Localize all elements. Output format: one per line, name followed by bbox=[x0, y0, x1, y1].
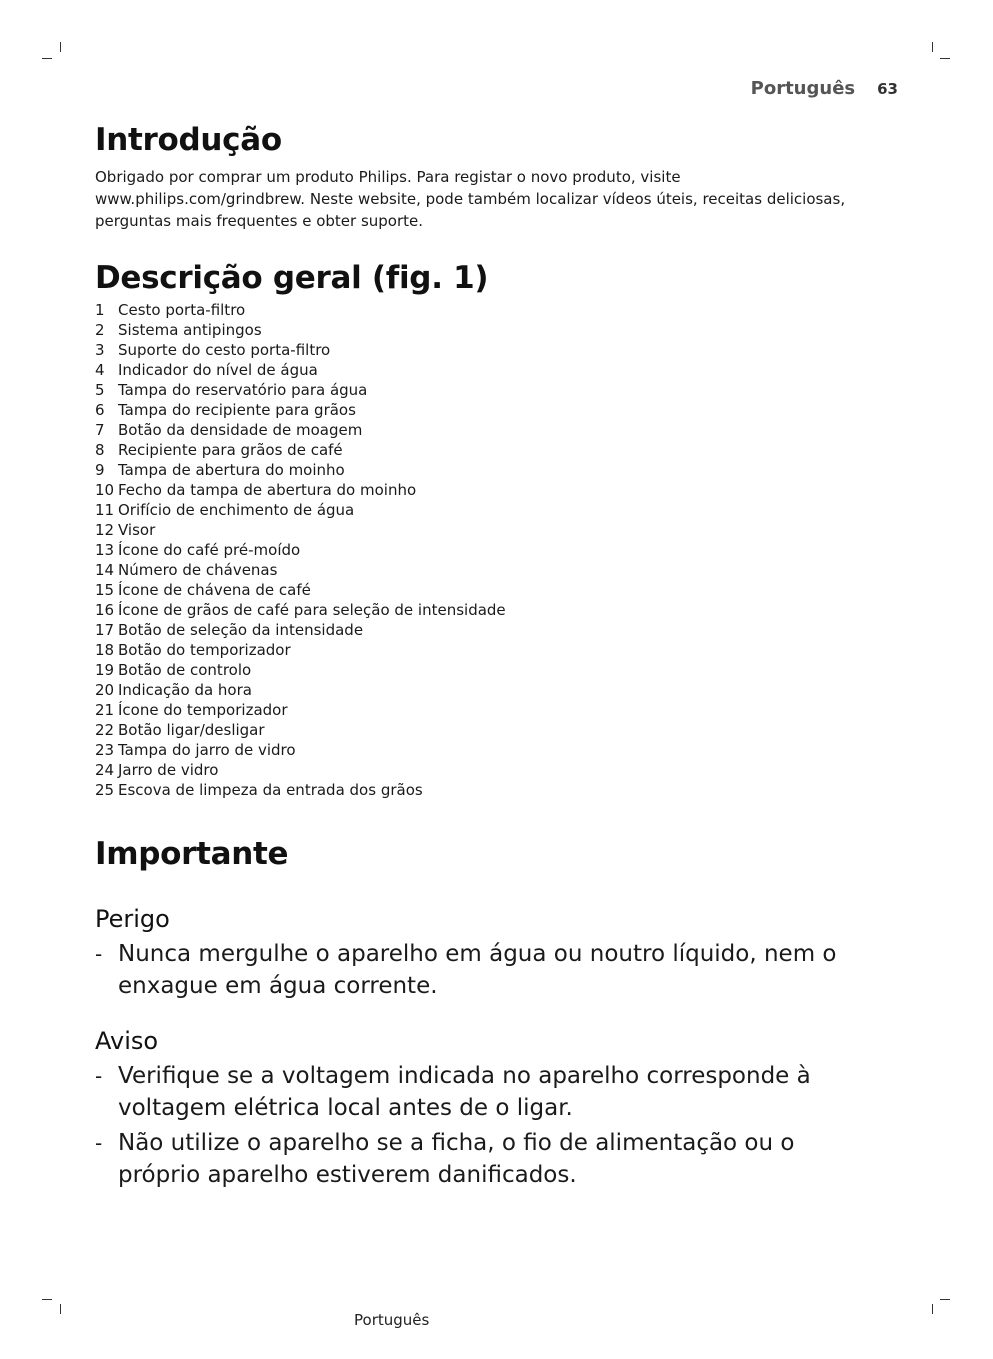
list-item bbox=[95, 580, 895, 600]
list-item bbox=[95, 320, 895, 340]
list-item-label: Ícone de grãos de café para seleção de intensidade bbox=[118, 601, 506, 619]
crop-mark bbox=[932, 1304, 933, 1314]
list-item-label: Botão da densidade de moagem bbox=[118, 421, 363, 439]
list-item-number: 12 bbox=[95, 521, 115, 539]
bullet-item bbox=[95, 938, 895, 1002]
bullet-text: Não utilize o aparelho se a ficha, o fio de alimentação ou o próprio aparelho estiverem danificados. bbox=[118, 1130, 795, 1188]
list-item-number: 23 bbox=[95, 741, 115, 759]
list-item-number: 2 bbox=[95, 321, 105, 339]
list-item-label: Botão de controlo bbox=[118, 661, 252, 679]
list-item-number: 11 bbox=[95, 501, 115, 519]
important-title: Importante bbox=[95, 836, 289, 872]
intro-title: Introdução bbox=[95, 122, 282, 158]
list-item bbox=[95, 300, 895, 320]
list-item-label: Jarro de vidro bbox=[118, 761, 219, 779]
crop-mark bbox=[940, 1299, 950, 1300]
danger-title: Perigo bbox=[95, 905, 170, 933]
bullet-item bbox=[95, 1060, 895, 1124]
warning-bullets bbox=[95, 1060, 895, 1191]
list-item-number: 18 bbox=[95, 641, 115, 659]
list-item-label: Ícone do café pré-moído bbox=[118, 541, 301, 559]
list-item-label: Suporte do cesto porta-filtro bbox=[118, 341, 331, 359]
list-item-number: 17 bbox=[95, 621, 115, 639]
list-item-number: 3 bbox=[95, 341, 105, 359]
list-item-label: Tampa do reservatório para água bbox=[118, 381, 368, 399]
list-item-number: 10 bbox=[95, 481, 115, 499]
list-item bbox=[95, 540, 895, 560]
list-item bbox=[95, 720, 895, 740]
list-item-number: 21 bbox=[95, 701, 115, 719]
crop-mark bbox=[60, 1304, 61, 1314]
list-item bbox=[95, 600, 895, 620]
list-item-number: 19 bbox=[95, 661, 115, 679]
list-item-number: 16 bbox=[95, 601, 115, 619]
list-item bbox=[95, 560, 895, 580]
list-item-number: 20 bbox=[95, 681, 115, 699]
list-item-label: Escova de limpeza da entrada dos grãos bbox=[118, 781, 423, 799]
list-item-label: Orifício de enchimento de água bbox=[118, 501, 355, 519]
list-item bbox=[95, 680, 895, 700]
list-item-label: Ícone do temporizador bbox=[118, 701, 288, 719]
page-number: 63 bbox=[877, 80, 898, 98]
bullet-text: Verifique se a voltagem indicada no aparelho corresponde à voltagem elétrica local antes de o ligar. bbox=[118, 1063, 811, 1121]
list-item bbox=[95, 760, 895, 780]
list-item bbox=[95, 520, 895, 540]
warning-title: Aviso bbox=[95, 1027, 159, 1055]
list-item-number: 6 bbox=[95, 401, 105, 419]
list-item-number: 22 bbox=[95, 721, 115, 739]
list-item-label: Recipiente para grãos de café bbox=[118, 441, 343, 459]
bullet-text: Nunca mergulhe o aparelho em água ou noutro líquido, nem o enxague em água corrente. bbox=[118, 941, 837, 999]
list-item-label: Tampa de abertura do moinho bbox=[118, 461, 345, 479]
page-content bbox=[95, 120, 895, 1194]
bullet-item bbox=[95, 1127, 895, 1191]
list-item-label: Tampa do jarro de vidro bbox=[118, 741, 296, 759]
header-language: Português bbox=[750, 78, 856, 99]
list-item-label: Indicação da hora bbox=[118, 681, 252, 699]
list-item-label: Botão de seleção da intensidade bbox=[118, 621, 364, 639]
list-item-number: 15 bbox=[95, 581, 115, 599]
bullet-marker: - bbox=[95, 1131, 103, 1155]
list-item bbox=[95, 480, 895, 500]
list-item-label: Visor bbox=[118, 521, 156, 539]
list-item-label: Fecho da tampa de abertura do moinho bbox=[118, 481, 417, 499]
list-item-label: Número de chávenas bbox=[118, 561, 278, 579]
list-item bbox=[95, 380, 895, 400]
bullet-marker: - bbox=[95, 1064, 103, 1088]
crop-mark bbox=[42, 58, 52, 59]
list-item-label: Ícone de chávena de café bbox=[118, 581, 311, 599]
list-item-label: Botão do temporizador bbox=[118, 641, 291, 659]
crop-mark bbox=[940, 58, 950, 59]
list-item bbox=[95, 740, 895, 760]
page-header bbox=[751, 78, 898, 99]
list-item-number: 1 bbox=[95, 301, 105, 319]
crop-mark bbox=[60, 42, 61, 52]
list-item bbox=[95, 400, 895, 420]
overview-title: Descrição geral (fig. 1) bbox=[95, 260, 489, 296]
list-item bbox=[95, 460, 895, 480]
list-item-number: 25 bbox=[95, 781, 115, 799]
crop-mark bbox=[932, 42, 933, 52]
list-item-number: 9 bbox=[95, 461, 105, 479]
list-item-number: 13 bbox=[95, 541, 115, 559]
list-item bbox=[95, 360, 895, 380]
list-item bbox=[95, 640, 895, 660]
list-item-number: 24 bbox=[95, 761, 115, 779]
danger-bullets bbox=[95, 938, 895, 1002]
bullet-marker: - bbox=[95, 942, 103, 966]
list-item-label: Indicador do nível de água bbox=[118, 361, 318, 379]
list-item bbox=[95, 340, 895, 360]
page-footer: Português bbox=[354, 1311, 430, 1329]
list-item bbox=[95, 500, 895, 520]
list-item-number: 5 bbox=[95, 381, 105, 399]
intro-text: Obrigado por comprar um produto Philips. Para registar o novo produto, visite www.philips.com/grindbrew. Neste website, pode também localizar vídeos úteis, receitas deliciosas, perguntas mais frequentes e obter suporte. bbox=[95, 168, 846, 230]
list-item-label: Tampa do recipiente para grãos bbox=[118, 401, 356, 419]
list-item-label: Botão ligar/desligar bbox=[118, 721, 265, 739]
list-item-label: Sistema antipingos bbox=[118, 321, 262, 339]
list-item bbox=[95, 660, 895, 680]
list-item-number: 14 bbox=[95, 561, 115, 579]
list-item-number: 7 bbox=[95, 421, 105, 439]
crop-mark bbox=[42, 1299, 52, 1300]
list-item bbox=[95, 620, 895, 640]
list-item-number: 4 bbox=[95, 361, 105, 379]
list-item-label: Cesto porta-filtro bbox=[118, 301, 246, 319]
list-item bbox=[95, 440, 895, 460]
list-item bbox=[95, 420, 895, 440]
list-item bbox=[95, 780, 895, 800]
parts-list bbox=[95, 300, 895, 800]
list-item bbox=[95, 700, 895, 720]
list-item-number: 8 bbox=[95, 441, 105, 459]
